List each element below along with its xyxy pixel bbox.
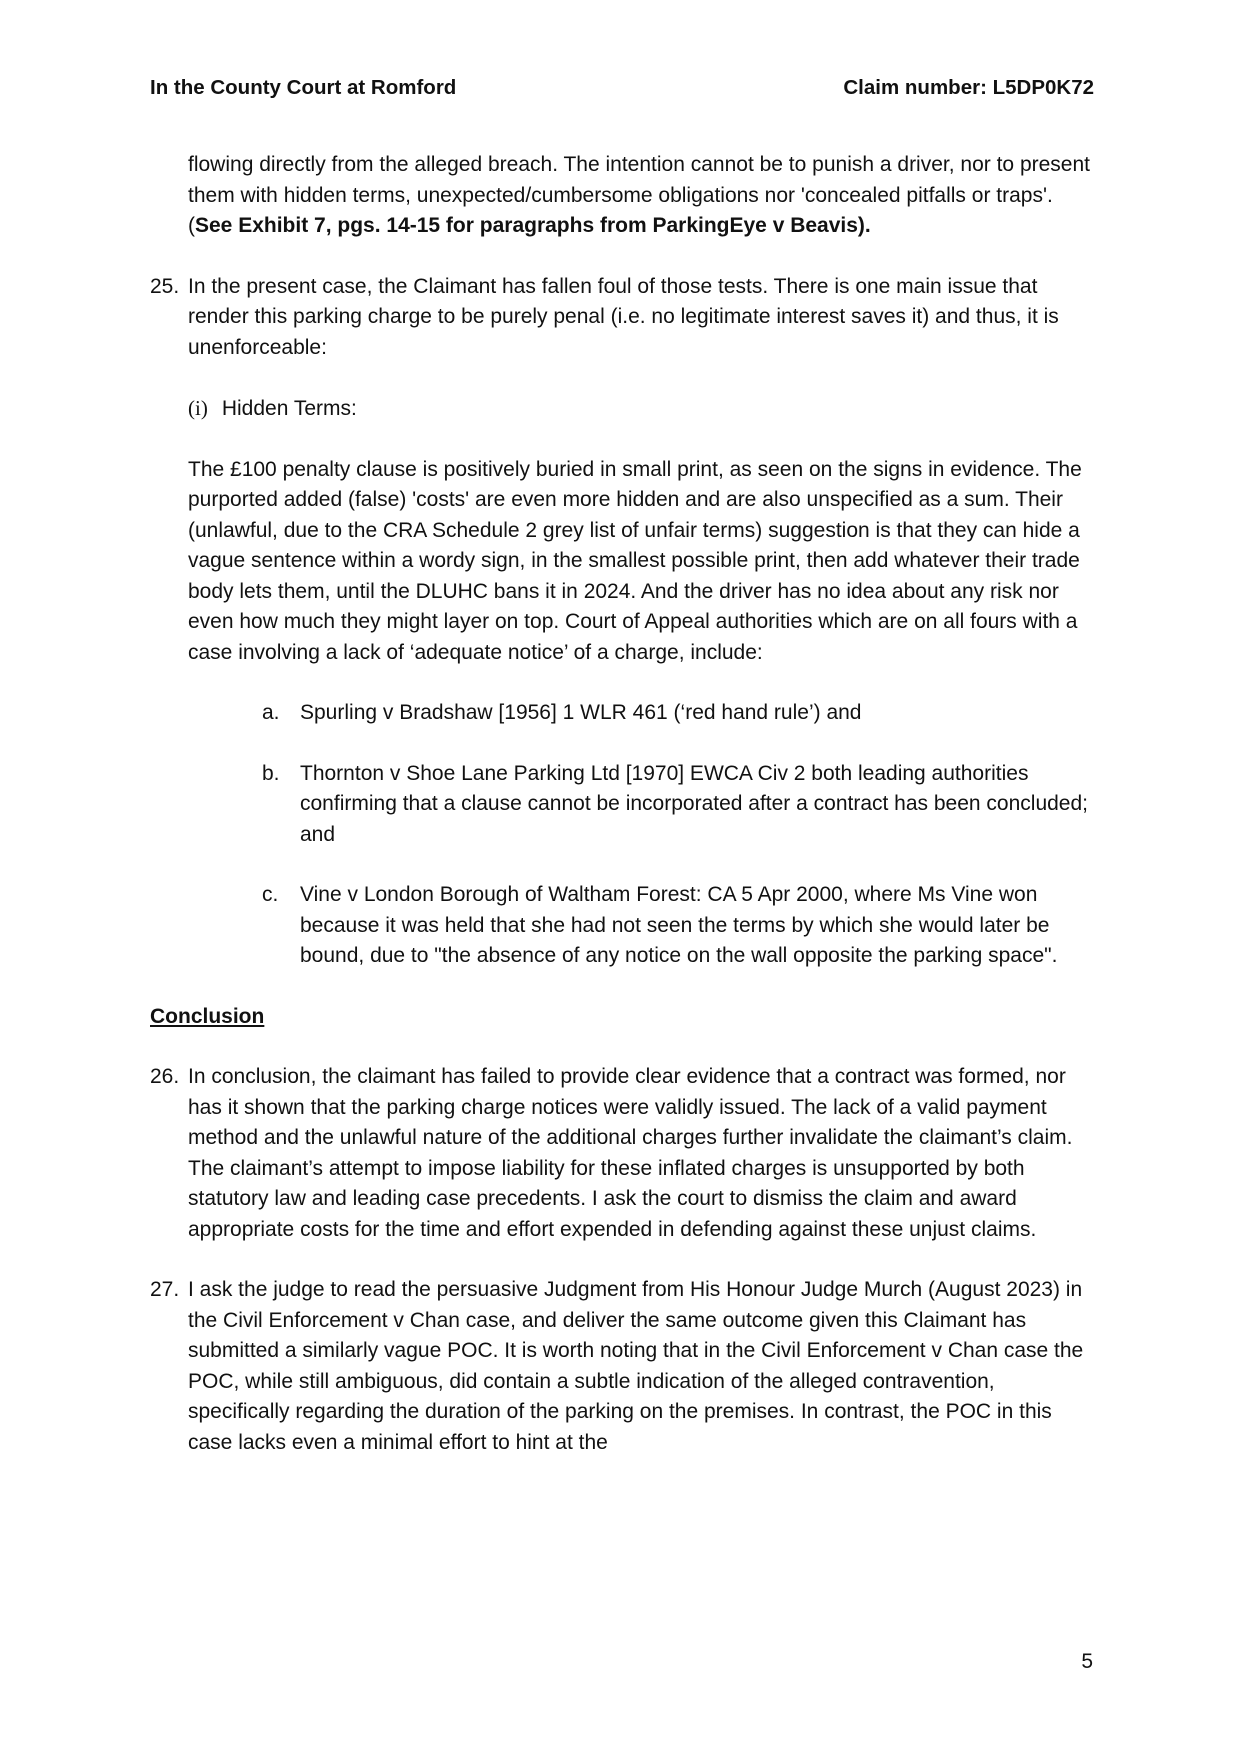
paragraph-26 xyxy=(150,1062,1094,1245)
paragraph-24-continued xyxy=(150,150,1094,242)
item-letter: c. xyxy=(262,883,279,906)
paragraph-text: In the present case, the Claimant has fallen foul of those tests. There is one main issue that render this parking charge to be purely penal (i.e. no legitimate interest saves it) and thus, it is unenforceable: xyxy=(188,274,1059,359)
court-name: In the County Court at Romford xyxy=(150,76,457,99)
exhibit-reference: See Exhibit 7, pgs. 14-15 for paragraphs from ParkingEye v Beavis). xyxy=(195,214,871,237)
paragraph-24-text: flowing directly from the alleged breach. The intention cannot be to punish a driver, nor to present them with hidden terms, unexpected/cumbersome obligations nor 'concealed pitfalls or traps'. ( xyxy=(188,153,1090,237)
page-header xyxy=(150,76,1094,100)
item-text: Spurling v Bradshaw [1956] 1 WLR 461 (‘red hand rule’) and xyxy=(300,701,862,724)
authority-item-c xyxy=(150,880,1094,972)
paragraph-number: 27. xyxy=(150,1278,180,1301)
item-letter: a. xyxy=(262,701,280,724)
conclusion-heading: Conclusion xyxy=(150,1004,265,1028)
authority-item-b xyxy=(150,759,1094,851)
item-text: Thornton v Shoe Lane Parking Ltd [1970] EWCA Civ 2 both leading authorities confirming that a clause cannot be incorporated after a contract has been concluded; and xyxy=(300,761,1088,846)
item-letter: b. xyxy=(262,761,280,785)
authority-item-a xyxy=(150,698,1094,729)
hidden-terms-subheading xyxy=(150,393,1094,425)
page-number: 5 xyxy=(1081,1650,1093,1673)
paragraph-number: 26. xyxy=(150,1065,180,1088)
paragraph-25 xyxy=(150,272,1094,364)
paragraph-number: 25. xyxy=(150,274,180,298)
paragraph-27 xyxy=(150,1275,1094,1458)
item-text: Vine v London Borough of Waltham Forest: CA 5 Apr 2000, where Ms Vine won because it was held that she had not seen the terms by which she would later be bound, due to "the absence of any notice on the wall opposite the parking space". xyxy=(300,883,1058,967)
roman-numeral: (i) xyxy=(188,396,208,420)
subheading-label: Hidden Terms: xyxy=(221,397,357,420)
paragraph-text: In conclusion, the claimant has failed to provide clear evidence that a contract was formed, nor has it shown that the parking charge notices were validly issued. The lack of a valid payment method and the unlawful nature of the additional charges further invalidate the claimant’s claim. The claimant’s attempt to impose liability for these inflated charges is unsupported by both statutory law and leading case precedents. I ask the court to dismiss the claim and award appropriate costs for the time and effort expended in defending against these unjust claims. xyxy=(188,1065,1073,1241)
paragraph-text: I ask the judge to read the persuasive Judgment from His Honour Judge Murch (August 2023) in the Civil Enforcement v Chan case, and deliver the same outcome given this Claimant has submitted a similarly vague POC. It is worth noting that in the Civil Enforcement v Chan case the POC, while still ambiguous, did contain a subtle indication of the alleged contravention, specifically regarding the duration of the parking on the premises. In contrast, the POC in this case lacks even a minimal effort to hint at the xyxy=(188,1278,1084,1454)
claim-number: Claim number: L5DP0K72 xyxy=(843,76,1094,99)
document-body xyxy=(150,150,1094,1488)
hidden-terms-body: The £100 penalty clause is positively buried in small print, as seen on the signs in evidence. The purported added (false) 'costs' are even more hidden and are also unspecified as a sum. Their (unlawful, due to the CRA Schedule 2 grey list of unfair terms) suggestion is that they can hide a vague sentence within a wordy sign, in the smallest possible print, then add whatever their trade body lets them, until the DLUHC bans it in 2024. And the driver has no idea about any risk nor even how much they might layer on top. Court of Appeal authorities which are on all fours with a case involving a lack of ‘adequate notice’ of a charge, include: xyxy=(188,457,1082,664)
